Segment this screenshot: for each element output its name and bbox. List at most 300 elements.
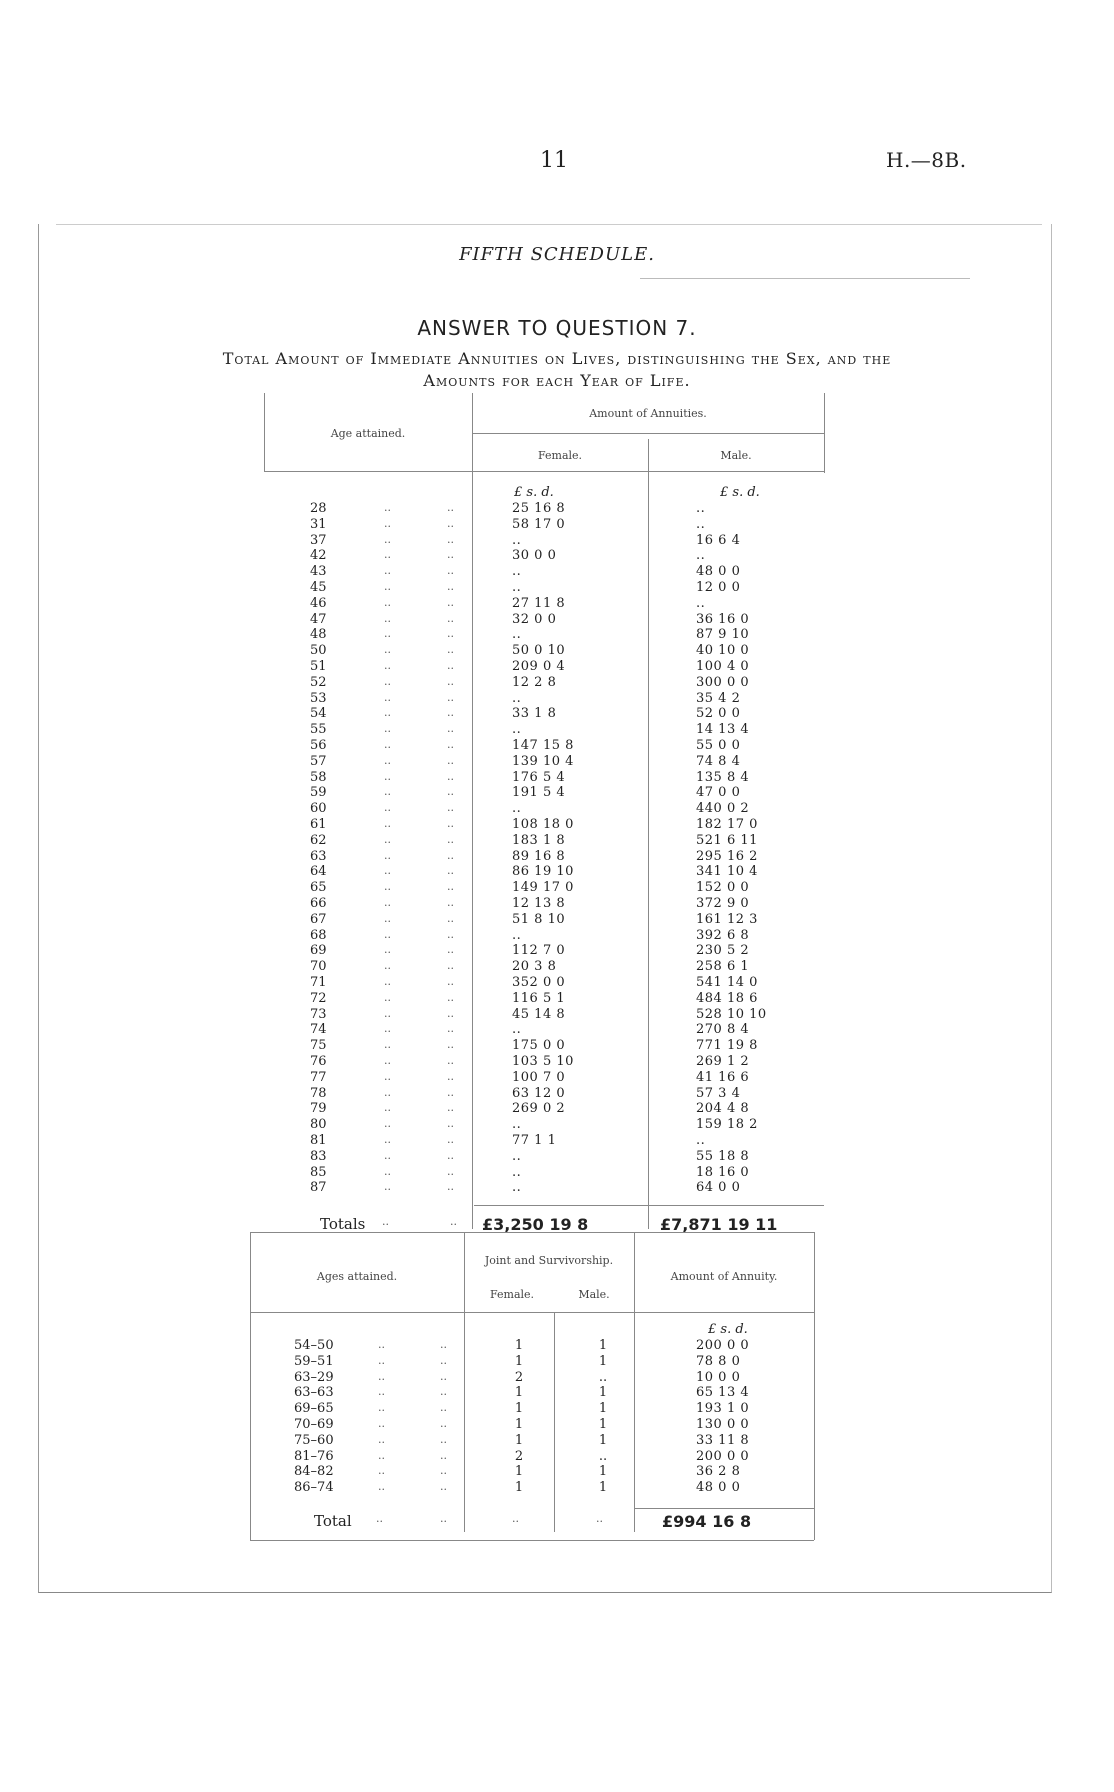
female-amount-cell: 103 5 10 [512, 1054, 574, 1069]
male-amount-cell: 528 10 10 [696, 1006, 767, 1022]
leader-dots: .. [384, 1069, 391, 1083]
leader-dots: .. [447, 1101, 454, 1115]
table-row [264, 1038, 824, 1054]
leader-dots: .. [447, 706, 454, 720]
leader-dots: .. [384, 817, 391, 830]
totals-leader-dots: .. [450, 1215, 457, 1228]
leader-dots: .. [440, 1338, 447, 1351]
age-cell: 61 [310, 817, 327, 832]
leader-dots: .. [440, 1353, 447, 1367]
male-amount-cell: .. [696, 595, 706, 611]
male-amount-cell: 521 6 11 [696, 832, 758, 848]
leader-dots: .. [384, 674, 391, 688]
age-cell: 74 [310, 1022, 327, 1038]
leader-dots: .. [384, 959, 391, 973]
age-cell: 68 [310, 927, 327, 943]
age-cell: 42 [310, 548, 327, 564]
leader-dots: .. [447, 817, 454, 830]
female-amount-cell: 50 0 10 [512, 643, 566, 659]
female-amount-cell: 183 1 8 [512, 832, 566, 848]
female-amount-cell: .. [512, 532, 522, 548]
age-cell: 69 [310, 943, 327, 959]
age-cell: 75 [310, 1038, 327, 1054]
male-amount-cell: 484 18 6 [696, 990, 758, 1006]
leader-dots: .. [440, 1369, 447, 1383]
subtitle-line-2: Amounts for each Year of Life. [423, 371, 691, 390]
age-cell: 81 [310, 1133, 327, 1148]
female-amount-cell: 20 3 8 [512, 959, 557, 975]
age-cell: 52 [310, 674, 327, 690]
age-cell: 83 [310, 1148, 327, 1164]
female-amount-cell: 32 0 0 [512, 611, 557, 627]
table-row [264, 627, 824, 643]
table2-col-ages: Ages attained. [316, 1270, 398, 1283]
female-amount-cell: 63 12 0 [512, 1085, 566, 1101]
age-cell: 76 [310, 1054, 327, 1069]
table-row [264, 1101, 824, 1117]
male-amount-cell: 57 3 4 [696, 1085, 741, 1101]
table-row [250, 1338, 814, 1354]
female-amount-cell: 58 17 0 [512, 516, 566, 532]
table-row [264, 501, 824, 517]
annuity-amount-cell: 78 8 0 [696, 1353, 741, 1369]
leader-dots: .. [447, 1133, 454, 1146]
table-row [264, 643, 824, 659]
table-row [264, 817, 824, 833]
ages-cell: 63–29 [294, 1369, 334, 1385]
leader-dots: .. [447, 1117, 454, 1131]
leader-dots: .. [384, 896, 391, 909]
total-male-count: .. [596, 1512, 603, 1525]
leader-dots: .. [447, 1006, 454, 1020]
total-label: Total [314, 1512, 352, 1530]
table-row [264, 849, 824, 865]
table-row [264, 1165, 824, 1181]
leader-dots: .. [378, 1448, 385, 1462]
annuity-amount-cell: 65 13 4 [696, 1385, 750, 1401]
table-row [264, 1149, 824, 1165]
ages-cell: 63–63 [294, 1385, 334, 1401]
leader-dots: .. [440, 1448, 447, 1462]
ages-cell: 70–69 [294, 1417, 334, 1432]
male-amount-cell: 392 6 8 [696, 927, 750, 943]
age-cell: 58 [310, 769, 327, 785]
table2-right-rule [814, 1232, 815, 1540]
table1-header-rule [264, 471, 824, 472]
female-amount-cell: .. [512, 580, 522, 595]
annuities-by-age-table [264, 393, 824, 1233]
leader-dots: .. [384, 643, 391, 657]
female-amount-cell: .. [512, 1164, 522, 1180]
table-row [250, 1401, 814, 1417]
male-amount-cell: 47 0 0 [696, 785, 741, 801]
leader-dots: .. [447, 864, 454, 878]
female-count-cell: 2 [514, 1369, 524, 1385]
age-cell: 50 [310, 643, 327, 659]
male-amount-cell: .. [696, 516, 706, 532]
table-subtitle [120, 348, 994, 392]
male-amount-cell: 55 0 0 [696, 738, 741, 753]
table-row [264, 675, 824, 691]
leader-dots: .. [384, 595, 391, 609]
age-cell: 37 [310, 532, 327, 548]
male-amount-cell: .. [696, 548, 706, 564]
leader-dots: .. [384, 801, 391, 815]
table-row [264, 864, 824, 880]
female-amount-cell: 269 0 2 [512, 1101, 566, 1117]
leader-dots: .. [384, 611, 391, 625]
leader-dots: .. [384, 580, 391, 593]
female-count-cell: 2 [514, 1448, 524, 1464]
female-amount-cell: 100 7 0 [512, 1069, 566, 1085]
male-amount-cell: 372 9 0 [696, 896, 750, 911]
female-amount-cell: 147 15 8 [512, 738, 574, 753]
age-cell: 78 [310, 1085, 327, 1101]
leader-dots: .. [447, 1022, 454, 1036]
age-cell: 48 [310, 627, 327, 643]
age-cell: 71 [310, 975, 327, 990]
age-cell: 72 [310, 990, 327, 1006]
table1-col-female: Female. [537, 449, 583, 462]
leader-dots: .. [447, 990, 454, 1004]
male-amount-cell: 55 18 8 [696, 1148, 750, 1164]
table-row [250, 1433, 814, 1449]
leader-dots: .. [378, 1464, 385, 1478]
leader-dots: .. [447, 785, 454, 799]
age-cell: 31 [310, 516, 327, 532]
age-cell: 60 [310, 801, 327, 817]
leader-dots: .. [447, 738, 454, 751]
female-amount-cell: 77 1 1 [512, 1133, 557, 1148]
subtitle-line-1: Total Amount of Immediate Annuities on Lives, distinguishing the Sex, and the [222, 349, 892, 368]
total-amount-value: £994 16 8 [662, 1512, 752, 1531]
leader-dots: .. [447, 911, 454, 925]
table-row [264, 770, 824, 786]
male-amount-cell: 182 17 0 [696, 817, 758, 832]
annuity-amount-cell: 200 0 0 [696, 1338, 750, 1353]
male-count-cell: .. [598, 1448, 608, 1464]
table-row [264, 738, 824, 754]
table-row [264, 533, 824, 549]
leader-dots: .. [384, 1101, 391, 1115]
age-cell: 80 [310, 1117, 327, 1133]
leader-dots: .. [447, 548, 454, 562]
age-cell: 73 [310, 1006, 327, 1022]
leader-dots: .. [384, 990, 391, 1004]
male-amount-cell: 541 14 0 [696, 975, 758, 990]
age-cell: 55 [310, 722, 327, 738]
leader-dots: .. [384, 627, 391, 641]
age-cell: 62 [310, 832, 327, 848]
table-row [250, 1480, 814, 1496]
leader-dots: .. [447, 690, 454, 704]
male-amount-cell: 135 8 4 [696, 769, 750, 785]
leader-dots: .. [384, 1054, 391, 1067]
table1-right-rule [824, 393, 825, 473]
leader-dots: .. [447, 801, 454, 815]
total-leader-dots: .. [440, 1512, 447, 1525]
table1-col-age: Age attained. [330, 427, 406, 440]
table2-units: £ s. d. [708, 1322, 748, 1337]
schedule-rule [640, 278, 970, 279]
age-cell: 64 [310, 864, 327, 880]
table-row [264, 580, 824, 596]
female-amount-cell: .. [512, 927, 522, 943]
table-row [264, 517, 824, 533]
page-number: 11 [540, 148, 568, 173]
table-row [264, 596, 824, 612]
male-amount-cell: 74 8 4 [696, 753, 741, 769]
age-cell: 85 [310, 1164, 327, 1180]
female-amount-cell: .. [512, 1022, 522, 1038]
male-amount-cell: 48 0 0 [696, 564, 741, 580]
leader-dots: .. [384, 911, 391, 925]
total-male-value: £7,871 19 11 [660, 1215, 778, 1234]
table-row [264, 1007, 824, 1023]
leader-dots: .. [440, 1432, 447, 1446]
table1-col-group: Amount of Annuities. [589, 407, 707, 420]
leader-dots: .. [384, 769, 391, 783]
table-row [264, 1070, 824, 1086]
table-row [264, 564, 824, 580]
male-count-cell: 1 [598, 1338, 608, 1353]
male-amount-cell: 440 0 2 [696, 801, 750, 817]
leader-dots: .. [447, 580, 454, 593]
frame-top-rule [56, 224, 1042, 225]
table-row [250, 1354, 814, 1370]
leader-dots: .. [447, 1180, 454, 1194]
age-cell: 79 [310, 1101, 327, 1117]
leader-dots: .. [384, 738, 391, 751]
male-amount-cell: 87 9 10 [696, 627, 750, 643]
table1-group-rule [472, 433, 824, 434]
age-cell: 70 [310, 959, 327, 975]
table-row [264, 659, 824, 675]
age-cell: 47 [310, 611, 327, 627]
leader-dots: .. [384, 722, 391, 736]
ages-cell: 69–65 [294, 1401, 334, 1417]
annuity-amount-cell: 48 0 0 [696, 1480, 741, 1496]
table-row [264, 548, 824, 564]
female-amount-cell: 12 2 8 [512, 674, 557, 690]
leader-dots: .. [447, 501, 454, 514]
table-row [264, 1117, 824, 1133]
table-row [264, 612, 824, 628]
age-cell: 51 [310, 659, 327, 674]
age-cell: 65 [310, 880, 327, 896]
leader-dots: .. [384, 832, 391, 846]
leader-dots: .. [384, 1133, 391, 1146]
total-leader-dots: .. [376, 1512, 383, 1525]
table-row [264, 754, 824, 770]
male-amount-cell: 16 6 4 [696, 532, 741, 548]
leader-dots: .. [378, 1401, 385, 1415]
female-amount-cell: .. [512, 627, 522, 643]
male-amount-cell: 269 1 2 [696, 1054, 750, 1069]
annuity-amount-cell: 200 0 0 [696, 1448, 750, 1464]
table-row [264, 1133, 824, 1149]
male-amount-cell: 35 4 2 [696, 690, 741, 706]
table-row [264, 833, 824, 849]
leader-dots: .. [378, 1432, 385, 1446]
leader-dots: .. [447, 959, 454, 973]
leader-dots: .. [447, 627, 454, 641]
leader-dots: .. [447, 532, 454, 546]
female-count-cell: 1 [514, 1480, 524, 1496]
leader-dots: .. [447, 896, 454, 909]
leader-dots: .. [384, 848, 391, 862]
male-amount-cell: 152 0 0 [696, 880, 750, 896]
table-row [250, 1385, 814, 1401]
table-row [264, 722, 824, 738]
leader-dots: .. [384, 753, 391, 767]
ages-cell: 75–60 [294, 1432, 334, 1448]
leader-dots: .. [447, 1148, 454, 1162]
female-count-cell: 1 [514, 1353, 524, 1369]
leader-dots: .. [384, 943, 391, 957]
female-amount-cell: 175 0 0 [512, 1038, 566, 1054]
leader-dots: .. [447, 564, 454, 578]
leader-dots: .. [384, 927, 391, 941]
male-amount-cell: 230 5 2 [696, 943, 750, 959]
table-row [264, 880, 824, 896]
table-row [264, 1022, 824, 1038]
leader-dots: .. [384, 548, 391, 562]
table2-col-amount: Amount of Annuity. [670, 1270, 778, 1283]
male-amount-cell: 12 0 0 [696, 580, 741, 595]
total-female-count: .. [512, 1512, 519, 1525]
female-amount-cell: 116 5 1 [512, 990, 566, 1006]
female-amount-cell: 209 0 4 [512, 659, 566, 674]
table-row [264, 928, 824, 944]
table1-totals-rule [474, 1205, 824, 1206]
female-amount-cell: 51 8 10 [512, 911, 566, 927]
age-cell: 56 [310, 738, 327, 753]
female-amount-cell: 45 14 8 [512, 1006, 566, 1022]
female-amount-cell: 25 16 8 [512, 501, 566, 516]
female-amount-cell: 27 11 8 [512, 595, 566, 611]
table-row [264, 785, 824, 801]
leader-dots: .. [384, 1164, 391, 1178]
leader-dots: .. [447, 943, 454, 957]
leader-dots: .. [384, 1085, 391, 1099]
male-amount-cell: 300 0 0 [696, 674, 750, 690]
leader-dots: .. [440, 1480, 447, 1494]
female-amount-cell: .. [512, 722, 522, 738]
table2-bottom-rule [250, 1540, 814, 1541]
leader-dots: .. [447, 880, 454, 894]
leader-dots: .. [447, 848, 454, 862]
male-count-cell: 1 [598, 1417, 608, 1432]
annuity-amount-cell: 33 11 8 [696, 1432, 750, 1448]
female-amount-cell: 191 5 4 [512, 785, 566, 801]
table1-female-units: £ s. d. [514, 485, 554, 500]
answer-heading: ANSWER TO QUESTION 7. [417, 316, 697, 340]
table-row [264, 896, 824, 912]
female-amount-cell: .. [512, 801, 522, 817]
female-amount-cell: .. [512, 564, 522, 580]
age-cell: 54 [310, 706, 327, 722]
table-row [264, 1054, 824, 1070]
male-amount-cell: 41 16 6 [696, 1069, 750, 1085]
table-row [264, 706, 824, 722]
leader-dots: .. [384, 706, 391, 720]
leader-dots: .. [447, 611, 454, 625]
female-amount-cell: .. [512, 690, 522, 706]
male-count-cell: 1 [598, 1353, 608, 1369]
age-cell: 53 [310, 690, 327, 706]
leader-dots: .. [440, 1385, 447, 1399]
joint-survivorship-table [250, 1232, 814, 1540]
annuity-amount-cell: 10 0 0 [696, 1369, 741, 1385]
ages-cell: 86–74 [294, 1480, 334, 1496]
total-female-value: £3,250 19 8 [482, 1215, 589, 1234]
leader-dots: .. [447, 1164, 454, 1178]
female-amount-cell: 112 7 0 [512, 943, 566, 959]
leader-dots: .. [440, 1464, 447, 1478]
male-amount-cell: 14 13 4 [696, 722, 750, 738]
leader-dots: .. [447, 975, 454, 988]
male-amount-cell: 341 10 4 [696, 864, 758, 880]
leader-dots: .. [384, 864, 391, 878]
male-amount-cell: 18 16 0 [696, 1164, 750, 1180]
ages-cell: 84–82 [294, 1464, 334, 1480]
male-amount-cell: .. [696, 1133, 706, 1148]
male-amount-cell: 771 19 8 [696, 1038, 758, 1054]
leader-dots: .. [384, 1180, 391, 1194]
leader-dots: .. [447, 753, 454, 767]
female-count-cell: 1 [514, 1464, 524, 1480]
table2-col-group: Joint and Survivorship. [484, 1254, 614, 1267]
leader-dots: .. [384, 1148, 391, 1162]
male-amount-cell: 100 4 0 [696, 659, 750, 674]
leader-dots: .. [447, 643, 454, 657]
leader-dots: .. [440, 1401, 447, 1415]
male-amount-cell: 36 16 0 [696, 611, 750, 627]
totals-leader-dots: .. [382, 1215, 389, 1228]
table-row [264, 975, 824, 991]
leader-dots: .. [378, 1417, 385, 1430]
female-count-cell: 1 [514, 1417, 524, 1432]
leader-dots: .. [447, 595, 454, 609]
table-row [264, 959, 824, 975]
table-row [264, 943, 824, 959]
female-count-cell: 1 [514, 1338, 524, 1353]
leader-dots: .. [447, 659, 454, 672]
annuity-amount-cell: 36 2 8 [696, 1464, 741, 1480]
leader-dots: .. [447, 832, 454, 846]
table1-col-male: Male. [720, 449, 752, 462]
leader-dots: .. [447, 1054, 454, 1067]
male-amount-cell: 64 0 0 [696, 1180, 741, 1196]
ages-cell: 54–50 [294, 1338, 334, 1353]
female-count-cell: 1 [514, 1432, 524, 1448]
male-amount-cell: 40 10 0 [696, 643, 750, 659]
leader-dots: .. [447, 1085, 454, 1099]
leader-dots: .. [378, 1385, 385, 1399]
leader-dots: .. [378, 1480, 385, 1494]
female-amount-cell: 89 16 8 [512, 848, 566, 864]
age-cell: 63 [310, 848, 327, 864]
male-amount-cell: 159 18 2 [696, 1117, 758, 1133]
age-cell: 46 [310, 595, 327, 611]
table-row [250, 1370, 814, 1386]
table-row [264, 691, 824, 707]
female-amount-cell: 33 1 8 [512, 706, 557, 722]
age-cell: 57 [310, 753, 327, 769]
schedule-title: FIFTH SCHEDULE. [459, 244, 655, 265]
male-amount-cell: 204 4 8 [696, 1101, 750, 1117]
